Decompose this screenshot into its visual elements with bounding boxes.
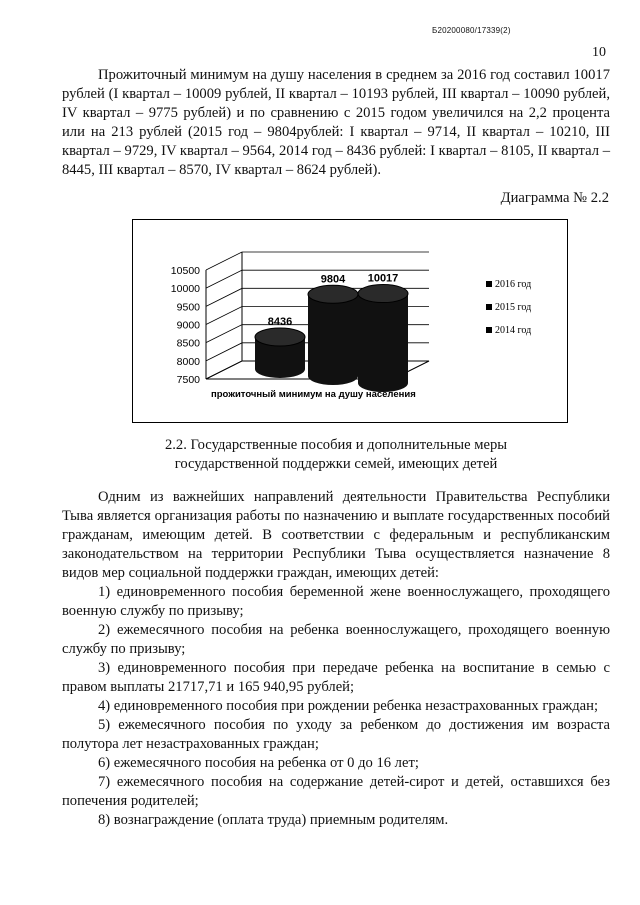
bar-2015-год — [308, 285, 358, 385]
body-paragraph: Одним из важнейших направлений деятельности Правительства Республики Тыва является организация работы по назначению и выплате государственных пособий гражданам, имеющим детей. В соответствии с федеральным и республиканским законодательством на территории Республики Тыва осуществляется назначение 8 видов мер социальной поддержки граждан, имеющих детей: — [62, 489, 610, 581]
data-label: 9804 — [320, 273, 346, 286]
intro-paragraph: Прожиточный минимум на душу населения в среднем за 2016 год составил 10017 рублей (I квартал – 10009 рублей, II квартал – 10193 рублей, III квартал – 10090 рублей, IV квартал – 9775 рублей) и по сравнению с 2015 годом увеличился на 2,2 процента или на 213 рублей (2015 год – 9804рублей: I квартал – 9714, II квартал – 10210, III квартал – 9729, IV квартал – 9564, 2014 год – 8436 рублей: I квартал – 8105, II квартал – 8445, III квартал – 8570, IV квартал – 8624 рублей). — [62, 67, 610, 178]
y-tick-label: 8500 — [176, 337, 200, 350]
section-title-line-2: государственной поддержки семей, имеющих детей — [174, 456, 498, 472]
list-item: 6) ежемесячного пособия на ребенка от 0 до 16 лет; — [98, 755, 419, 771]
legend-label: 2014 год — [495, 325, 532, 336]
legend-label: 2015 год — [495, 302, 532, 313]
list-item: 4) единовременного пособия при рождении ребенка незастрахованных граждан; — [98, 698, 598, 714]
list-item: 8) вознаграждение (оплата труда) приемным родителям. — [98, 812, 449, 828]
list-item: 2) ежемесячного пособия на ребенка военнослужащего, проходящего военную службу по призыву; — [62, 622, 610, 657]
section-title — [62, 436, 610, 474]
legend-swatch — [486, 327, 492, 333]
list-item: 5) ежемесячного пособия по уходу за ребенком до достижения им возраста полутора лет незастрахованных граждан; — [62, 717, 610, 752]
bar-2014-год — [255, 328, 305, 378]
y-tick-label: 8000 — [176, 355, 200, 368]
chart-3d-bars — [133, 220, 567, 422]
bar-2016-год — [358, 285, 408, 392]
y-tick-label: 7500 — [176, 374, 200, 386]
body-text — [62, 488, 610, 830]
x-axis-label: прожиточный минимум на душу населения — [211, 389, 416, 400]
chart-frame — [132, 219, 568, 423]
list-item: 1) единовременного пособия беременной жене военнослужащего, проходящего военную службу по призыву; — [62, 584, 610, 619]
data-label: 10017 — [367, 272, 399, 285]
legend-swatch — [486, 281, 492, 287]
section-title-line-1: 2.2. Государственные пособия и дополнительные меры — [164, 437, 508, 453]
legend-swatch — [486, 304, 492, 310]
legend-label: 2016 год — [495, 279, 532, 290]
chart-caption: Диаграмма № 2.2 — [500, 190, 609, 206]
y-tick-label: 10000 — [170, 283, 200, 296]
support-measures-list — [62, 583, 610, 830]
y-tick-label: 10500 — [170, 265, 200, 277]
data-label: 8436 — [267, 315, 293, 328]
y-tick-label: 9500 — [176, 301, 200, 314]
list-item: 7) ежемесячного пособия на содержание детей-сирот и детей, оставшихся без попечения родителей; — [62, 774, 610, 809]
page-number: 10 — [592, 45, 606, 60]
chart-gridline — [206, 252, 429, 270]
list-item: 3) единовременного пособия при передаче ребенка на воспитание в семью с правом выплаты 21717,71 и 165 940,95 рублей; — [62, 660, 610, 695]
y-tick-label: 9000 — [176, 319, 200, 332]
document-id: Б20200080/17339(2) — [432, 26, 511, 35]
